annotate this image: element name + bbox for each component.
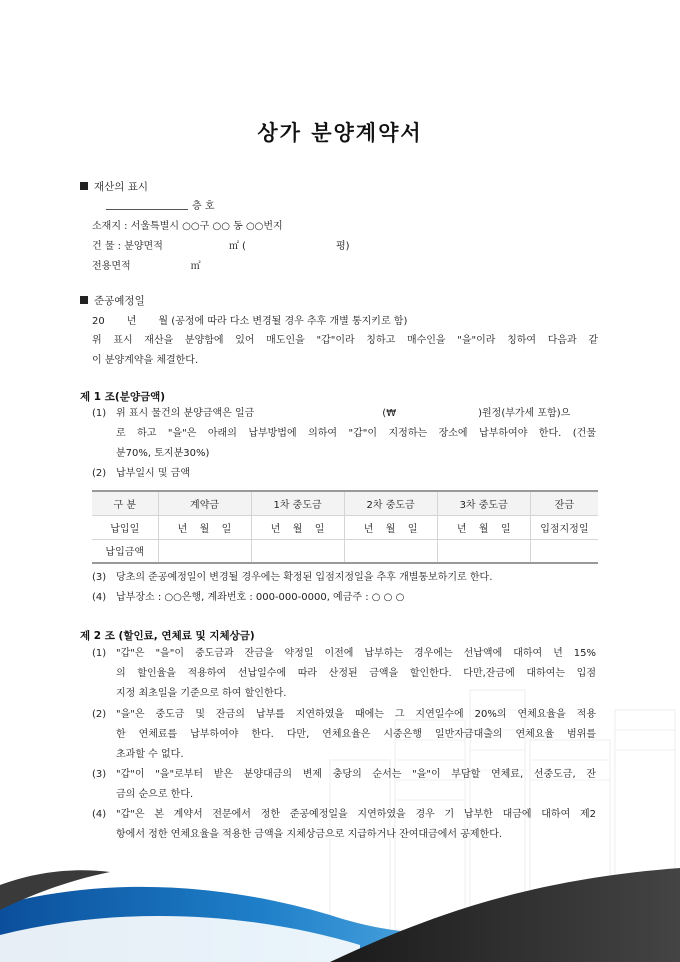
completion-section-heading: 준공예정일 <box>80 293 145 308</box>
article-2-heading: 제 2 조 (할인료, 연체료 및 지체상금) <box>80 630 255 642</box>
square-bullet-icon <box>80 182 88 190</box>
building-line: 건 물 : 분양면적 ㎡ ( 평) <box>92 241 350 252</box>
payment-schedule-table <box>92 490 598 564</box>
table-row-label: 납입일 <box>92 515 158 539</box>
document-title: 상가 분양계약서 <box>257 121 423 145</box>
table-row-label: 납입금액 <box>92 539 158 563</box>
article-1-heading: 제 1 조(분양금액) <box>80 391 166 403</box>
intro-line-1: 위 표시 재산을 분양함에 있어 매도인을 "갑"이라 칭하고 매수인을 "을"이라 칭하여 다음과 같 <box>92 335 598 346</box>
table-cell: 입점지정일 <box>530 515 598 539</box>
table-header-cell: 3차 중도금 <box>437 491 530 515</box>
table-row <box>92 539 598 563</box>
square-bullet-icon <box>80 296 88 304</box>
table-cell <box>530 539 598 563</box>
table-cell: 년 월 일 <box>251 515 344 539</box>
table-row <box>92 515 598 539</box>
table-cell <box>251 539 344 563</box>
address-line: 소재지 : 서울특별시 ○○구 ○○ 동 ○○번지 <box>92 221 283 232</box>
table-cell <box>437 539 530 563</box>
table-header-cell: 2차 중도금 <box>344 491 437 515</box>
table-header-cell: 구 분 <box>92 491 158 515</box>
exclusive-area-line: 전용면적 ㎡ <box>92 261 201 272</box>
property-section-heading: 재산의 표시 <box>80 179 148 194</box>
table-header-cell: 계약금 <box>158 491 251 515</box>
contract-page: 상가 분양계약서 재산의 표시 층 호 소재지 : 서울특별시 ○○구 ○○ 동 ○○번지 건 물 : 분양면적 ㎡ ( 평) 전용면적 ㎡ 준공예정일 20 년 월 (공정에 따라 다소 변경될 경우 추후 개별 통지키로 함) 위 표시 재산을 분양함에 있어 매도인을 "갑"이라 칭하고 매수인을 "을"이라 칭하여 다음과 같 이 분양계약을 체결한다. 제 1 조(분양금액) (1) 위 표시 물건의 분양금액은 일금 (₩ )원정(부가세 포함)으 로 하고 "을"은 아래의 납부방법에 의하여 "갑"이 지정하는 장소에 납부하여야 한다. (건물 분70%, 토지분30%) (2) 납부일시 및 금액 구 분 계약금 1차 중도금 2차 중도금 3차 중도금 잔금 납입일 년 월 일 년 월 일 년 월 일 년 월 일 입점지정일 납입금액 (3) 당초의 준공예정일이 변경될 경우에는 확정된 입점지정일을 추후 개별통보하기로 한다. (4) 납부장소 : ○○은행, 계좌번호 : 000-000-0000, 예금주 : ○ ○ ○ 제 2 조 (할인료, 연체료 및 지체상금) (1) "갑"은 "을"이 중도금과 잔금을 약정일 이전에 납부하는 경우에는 선납액에 대하여 년 15% 의 할인율을 적용하여 선납일수에 따라 산정된 금액을 할인한다. 다만,잔금에 대하여는 입점 지정 최초일을 기준으로 하여 할인한다. (2) "을"은 중도금 및 잔금의 납부를 지연하였을 때에는 그 지연일수에 20%의 연체요율을 적용 한 연체료를 납부하여야 한다. 다만, 연체요율은 시중은행 일반자금대출의 연체요율 범위를 초과할 수 없다. (3) "갑"이 "을"로부터 받은 분양대금의 변제 충당의 순서는 "을"이 부담할 연체료, 선중도금, 잔 금의 순으로 한다. (4) "갑"은 본 계약서 전문에서 정한 준공예정일을 지연하였을 경우 기 납부한 대금에 대하여 제2 항에서 정한 연체요율을 적용한 금액을 지체상금으로 지급하거나 잔여대금에서 공제한다. <box>0 0 680 962</box>
table-cell: 년 월 일 <box>344 515 437 539</box>
completion-date-line: 20 년 월 (공정에 따라 다소 변경될 경우 추후 개별 통지키로 함) <box>92 316 408 327</box>
table-header-row <box>92 491 598 515</box>
table-cell <box>158 539 251 563</box>
blank-underline <box>106 200 188 210</box>
table-cell: 년 월 일 <box>158 515 251 539</box>
table-cell <box>344 539 437 563</box>
floor-line: 층 호 <box>106 197 215 212</box>
table-header-cell: 잔금 <box>530 491 598 515</box>
table-header-cell: 1차 중도금 <box>251 491 344 515</box>
table-cell: 년 월 일 <box>437 515 530 539</box>
intro-line-2: 이 분양계약을 체결한다. <box>92 355 199 366</box>
